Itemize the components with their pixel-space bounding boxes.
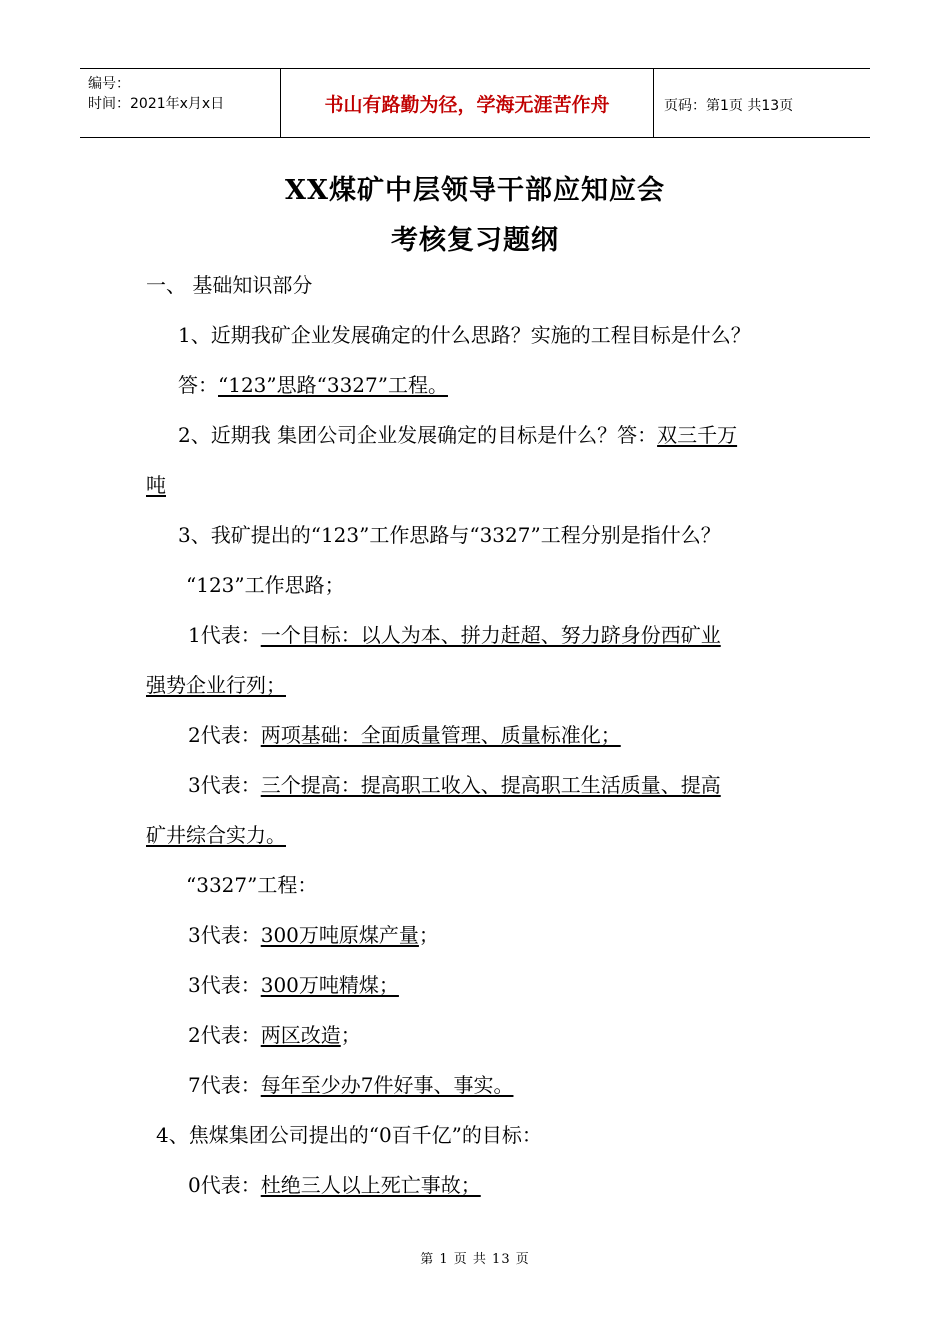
- item-3327-1: [188, 922, 439, 948]
- item-text: 一个目标：以人为本、拼力赶超、努力跻身份西矿业: [260, 623, 721, 647]
- item-3327-4: [188, 1072, 513, 1098]
- item-text: 杜绝三人以上死亡事故；: [260, 1173, 481, 1197]
- header-info-cell: [80, 69, 281, 137]
- item-prefix: 3代表：: [188, 773, 261, 797]
- item-prefix: 1代表：: [188, 623, 261, 647]
- item-prefix: 3代表：: [188, 973, 261, 997]
- item-0-1: [188, 1172, 481, 1198]
- question-text: 2、近期我 集团公司企业发展确定的目标是什么？答：: [178, 423, 658, 447]
- answer-prefix: 答：: [178, 373, 218, 397]
- doc-title-line2: 考核复习题纲: [391, 225, 559, 256]
- answer-text: 双三千万: [657, 423, 738, 447]
- sub-heading-3327: “3327”工程：: [186, 873, 318, 897]
- item-3327-2: [188, 972, 399, 998]
- sub-heading-123: “123”工作思路；: [186, 573, 345, 597]
- time-label: 时间：2021年x月x日: [88, 96, 225, 112]
- question-2-answer-cont: 吨: [146, 473, 166, 497]
- question-1: 1、近期我矿企业发展确定的什么思路？实施的工程目标是什么？: [178, 323, 751, 347]
- header-page-info: 页码：第1页 共13页: [664, 98, 794, 114]
- question-4: 4、焦煤集团公司提出的“0百千亿”的目标：: [156, 1123, 542, 1147]
- item-3327-3: [188, 1022, 361, 1048]
- item-text: 每年至少办7件好事、事实。: [260, 1073, 514, 1097]
- item-123-2: [188, 722, 621, 748]
- section-heading: 一、 基础知识部分: [146, 273, 313, 297]
- item-prefix: 3代表：: [188, 923, 261, 947]
- item-prefix: 0代表：: [188, 1173, 261, 1197]
- item-123-1: [188, 622, 721, 648]
- item-prefix: 2代表：: [188, 1023, 261, 1047]
- answer-text: “123”思路“3327”工程。: [218, 373, 448, 397]
- item-text: 300万吨原煤产量: [260, 923, 419, 947]
- item-suffix: ；: [418, 923, 439, 947]
- question-3: 3、我矿提出的“123”工作思路与“3327”工程分别是指什么？: [178, 523, 721, 547]
- item-prefix: 7代表：: [188, 1073, 261, 1097]
- item-prefix: 2代表：: [188, 723, 261, 747]
- header-table: [80, 68, 870, 138]
- answer-1: [178, 372, 448, 398]
- item-suffix: ；: [340, 1023, 361, 1047]
- number-label: 编号：: [88, 76, 130, 92]
- item-123-1-cont: 强势企业行列；: [146, 673, 286, 697]
- question-2: [178, 422, 737, 448]
- doc-title-line1: XX煤矿中层领导干部应知应会: [285, 175, 665, 206]
- item-text: 两项基础：全面质量管理、质量标准化；: [260, 723, 621, 747]
- page-footer: 第 1 页 共 13 页: [420, 1252, 530, 1267]
- header-motto: 书山有路勤为径，学海无涯苦作舟: [281, 69, 654, 137]
- item-text: 三个提高：提高职工收入、提高职工生活质量、提高: [260, 773, 721, 797]
- item-123-3: [188, 772, 721, 798]
- item-123-3-cont: 矿井综合实力。: [146, 823, 286, 847]
- item-text: 300万吨精煤；: [260, 973, 399, 997]
- item-text: 两区改造: [260, 1023, 341, 1047]
